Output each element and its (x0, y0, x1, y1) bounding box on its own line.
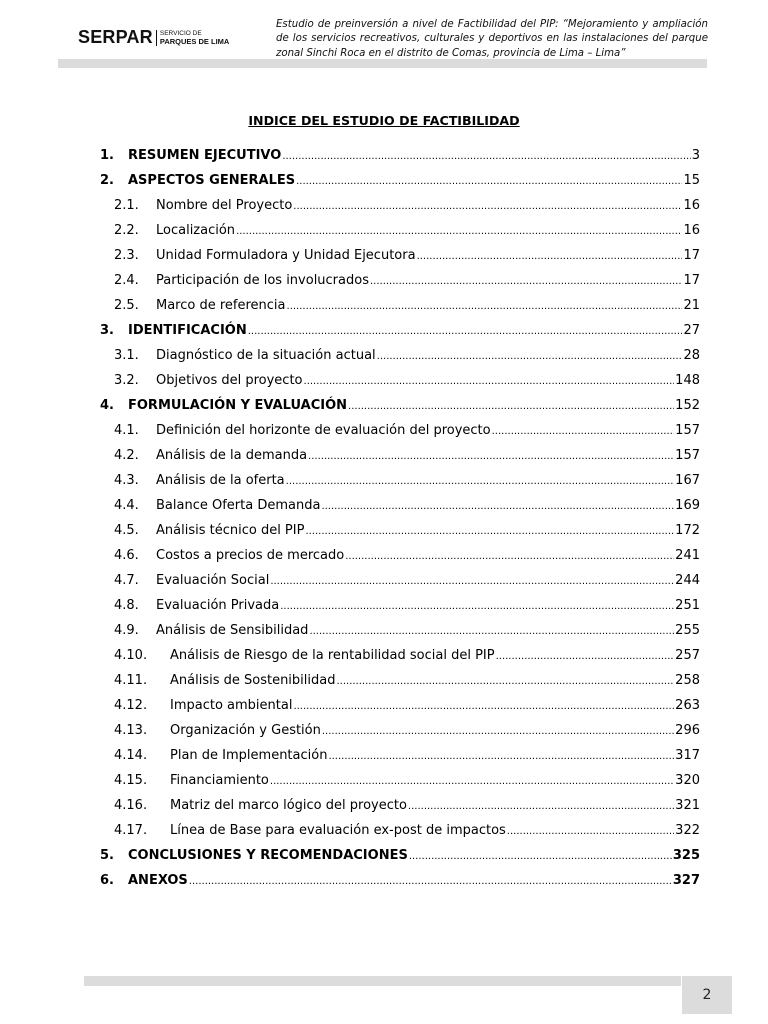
toc-entry-title: Análisis técnico del PIP (156, 523, 305, 538)
toc-entry[interactable] (100, 173, 700, 198)
toc-entry-number: 2.4. (114, 273, 139, 288)
toc-entry-title: Evaluación Social (156, 573, 270, 588)
toc-entry-page: 255 (675, 623, 700, 638)
toc-entry-title: Análisis de la oferta (156, 473, 285, 488)
toc-dot-leader (304, 373, 675, 388)
toc-entry-number: 3.1. (114, 348, 139, 363)
toc-entry[interactable] (100, 848, 700, 873)
toc-entry[interactable] (100, 148, 700, 173)
toc-dot-leader (189, 873, 672, 888)
toc-entry-page: 325 (672, 848, 700, 863)
toc-entry[interactable] (100, 698, 700, 723)
toc-entry-page: 148 (675, 373, 700, 388)
toc-dot-leader (496, 648, 675, 663)
toc-dot-leader (322, 723, 674, 738)
toc-entry[interactable] (100, 423, 700, 448)
toc-entry-number: 4.14. (114, 748, 148, 763)
toc-entry-title: ANEXOS (128, 873, 188, 888)
toc-entry-number: 5. (100, 848, 114, 863)
toc-entry-title: Nombre del Proyecto (156, 198, 293, 213)
toc-dot-leader (492, 423, 675, 438)
toc-entry-number: 4.3. (114, 473, 139, 488)
logo-separator (156, 30, 157, 46)
toc-entry-number: 6. (100, 873, 114, 888)
toc-entry[interactable] (100, 873, 700, 898)
toc-entry-page: 16 (683, 223, 700, 238)
toc-entry-number: 4.16. (114, 798, 148, 813)
toc-dot-leader (345, 548, 674, 563)
toc-entry-number: 4.4. (114, 498, 139, 513)
toc-entry[interactable] (100, 248, 700, 273)
toc-entry-page: 3 (691, 148, 700, 163)
toc-entry-page: 157 (675, 423, 700, 438)
toc-entry-number: 4.12. (114, 698, 148, 713)
toc-entry-page: 317 (675, 748, 700, 763)
toc-entry-title: CONCLUSIONES Y RECOMENDACIONES (128, 848, 408, 863)
toc-entry-page: 263 (675, 698, 700, 713)
toc-entry[interactable] (100, 723, 700, 748)
footer-divider (84, 976, 681, 986)
toc-entry-number: 4.8. (114, 598, 139, 613)
toc-entry-page: 244 (675, 573, 700, 588)
toc-entry-page: 27 (683, 323, 700, 338)
toc-dot-leader (417, 248, 683, 263)
toc-dot-leader (296, 173, 682, 188)
toc-entry-number: 2.2. (114, 223, 139, 238)
toc-entry-page: 28 (683, 348, 700, 363)
toc-dot-leader (507, 823, 674, 838)
logo-sub-line1: SERVICIO DE (159, 29, 202, 37)
toc-entry-title: Objetivos del proyecto (156, 373, 303, 388)
toc-entry-title: RESUMEN EJECUTIVO (128, 148, 282, 163)
toc-entry-title: Impacto ambiental (170, 698, 293, 713)
toc-entry-number: 4.2. (114, 448, 139, 463)
toc-entry[interactable] (100, 623, 700, 648)
toc-entry-title: Definición del horizonte de evaluación del proyecto (156, 423, 491, 438)
toc-entry-title: Balance Oferta Demanda (156, 498, 321, 513)
toc-entry[interactable] (100, 498, 700, 523)
toc-entry[interactable] (100, 373, 700, 398)
toc-entry[interactable] (100, 323, 700, 348)
table-of-contents (100, 148, 700, 898)
toc-entry-page: 15 (683, 173, 700, 188)
toc-entry-page: 17 (683, 248, 700, 263)
toc-entry-page: 296 (675, 723, 700, 738)
toc-entry-number: 4.10. (114, 648, 148, 663)
toc-entry-page: 16 (683, 198, 700, 213)
toc-dot-leader (409, 848, 672, 863)
toc-entry-title: Análisis de Riesgo de la rentabilidad social del PIP (170, 648, 495, 663)
toc-entry-page: 327 (672, 873, 700, 888)
toc-entry-title: Organización y Gestión (170, 723, 321, 738)
toc-entry-number: 4.13. (114, 723, 148, 738)
toc-entry[interactable] (100, 798, 700, 823)
toc-dot-leader (408, 798, 674, 813)
toc-entry-title: Línea de Base para evaluación ex-post de impactos (170, 823, 506, 838)
toc-dot-leader (236, 223, 682, 238)
toc-dot-leader (286, 473, 675, 488)
toc-entry-title: Plan de Implementación (170, 748, 328, 763)
toc-dot-leader (309, 623, 674, 638)
toc-entry-title: Matriz del marco lógico del proyecto (170, 798, 407, 813)
toc-entry-title: Unidad Formuladora y Unidad Ejecutora (156, 248, 416, 263)
toc-dot-leader (270, 573, 674, 588)
toc-entry-title: Costos a precios de mercado (156, 548, 345, 563)
toc-entry[interactable] (100, 673, 700, 698)
toc-entry-number: 4.5. (114, 523, 139, 538)
toc-dot-leader (293, 698, 674, 713)
toc-entry[interactable] (100, 748, 700, 773)
toc-entry-page: 321 (675, 798, 700, 813)
toc-entry-title: Financiamiento (170, 773, 269, 788)
toc-entry-page: 241 (675, 548, 700, 563)
toc-entry-number: 4.15. (114, 773, 148, 788)
toc-entry[interactable] (100, 348, 700, 373)
toc-entry[interactable] (100, 548, 700, 573)
toc-entry-page: 169 (675, 498, 700, 513)
logo-subtitle (160, 30, 229, 46)
toc-dot-leader (348, 398, 674, 413)
toc-dot-leader (270, 773, 674, 788)
toc-entry-title: IDENTIFICACIÓN (128, 323, 247, 338)
toc-entry-title: Localización (156, 223, 236, 238)
toc-entry-page: 152 (675, 398, 700, 413)
toc-entry-number: 4.1. (114, 423, 139, 438)
toc-dot-leader (328, 748, 674, 763)
page-number: 2 (682, 976, 732, 1014)
toc-entry-title: Análisis de Sostenibilidad (170, 673, 336, 688)
toc-entry-title: Marco de referencia (156, 298, 286, 313)
toc-entry-title: Participación de los involucrados (156, 273, 369, 288)
toc-entry[interactable] (100, 823, 700, 848)
page-header (0, 0, 768, 70)
serpar-logo (78, 27, 229, 48)
toc-dot-leader (370, 273, 682, 288)
toc-entry-page: 167 (675, 473, 700, 488)
header-divider (58, 59, 707, 68)
toc-entry[interactable] (100, 298, 700, 323)
toc-entry-number: 4.6. (114, 548, 139, 563)
toc-entry-title: Análisis de Sensibilidad (156, 623, 309, 638)
toc-dot-leader (336, 673, 674, 688)
toc-entry[interactable] (100, 473, 700, 498)
toc-entry[interactable] (100, 523, 700, 548)
toc-dot-leader (248, 323, 683, 338)
toc-entry-number: 2. (100, 173, 114, 188)
toc-entry-page: 251 (675, 598, 700, 613)
toc-dot-leader (321, 498, 674, 513)
toc-entry-number: 2.3. (114, 248, 139, 263)
toc-entry-number: 3. (100, 323, 114, 338)
toc-entry-title: FORMULACIÓN Y EVALUACIÓN (128, 398, 348, 413)
toc-entry-number: 2.5. (114, 298, 139, 313)
toc-entry[interactable] (100, 773, 700, 798)
toc-entry[interactable] (100, 598, 700, 623)
logo-main-text: SERPAR (78, 27, 153, 47)
toc-entry[interactable] (100, 223, 700, 248)
toc-entry-number: 1. (100, 148, 114, 163)
toc-entry-number: 4.17. (114, 823, 148, 838)
toc-entry-page: 320 (675, 773, 700, 788)
toc-entry-number: 4.9. (114, 623, 139, 638)
logo-sub-line2: PARQUES DE LIMA (159, 36, 230, 46)
toc-dot-leader (308, 448, 674, 463)
toc-entry-title: Análisis de la demanda (156, 448, 308, 463)
toc-entry-page: 172 (675, 523, 700, 538)
toc-dot-leader (293, 198, 682, 213)
toc-dot-leader (377, 348, 683, 363)
toc-entry[interactable] (100, 573, 700, 598)
toc-entry[interactable] (100, 398, 700, 423)
toc-dot-leader (282, 148, 690, 163)
toc-dot-leader (280, 598, 674, 613)
toc-entry-page: 17 (683, 273, 700, 288)
toc-entry[interactable] (100, 273, 700, 298)
toc-title: INDICE DEL ESTUDIO DE FACTIBILIDAD (248, 113, 520, 128)
toc-entry-title: ASPECTOS GENERALES (128, 173, 296, 188)
toc-entry-number: 2.1. (114, 198, 139, 213)
toc-entry[interactable] (100, 448, 700, 473)
toc-entry-page: 322 (675, 823, 700, 838)
toc-entry-page: 258 (675, 673, 700, 688)
toc-entry-number: 4. (100, 398, 114, 413)
toc-entry-number: 3.2. (114, 373, 139, 388)
toc-entry-title: Evaluación Privada (156, 598, 280, 613)
toc-entry-page: 257 (675, 648, 700, 663)
toc-dot-leader (287, 298, 683, 313)
toc-entry-number: 4.7. (114, 573, 139, 588)
toc-entry[interactable] (100, 198, 700, 223)
toc-dot-leader (305, 523, 674, 538)
study-title: Estudio de preinversión a nivel de Factibilidad del PIP: “Mejoramiento y ampliación de los servicios recreativos, culturales y deportivos en las instalaciones del parque zonal Sinchi Roca en el distrito de Comas, provincia de Lima – Lima” (276, 19, 708, 59)
toc-entry-number: 4.11. (114, 673, 148, 688)
toc-entry-title: Diagnóstico de la situación actual (156, 348, 376, 363)
toc-entry[interactable] (100, 648, 700, 673)
toc-entry-page: 157 (675, 448, 700, 463)
toc-entry-page: 21 (683, 298, 700, 313)
